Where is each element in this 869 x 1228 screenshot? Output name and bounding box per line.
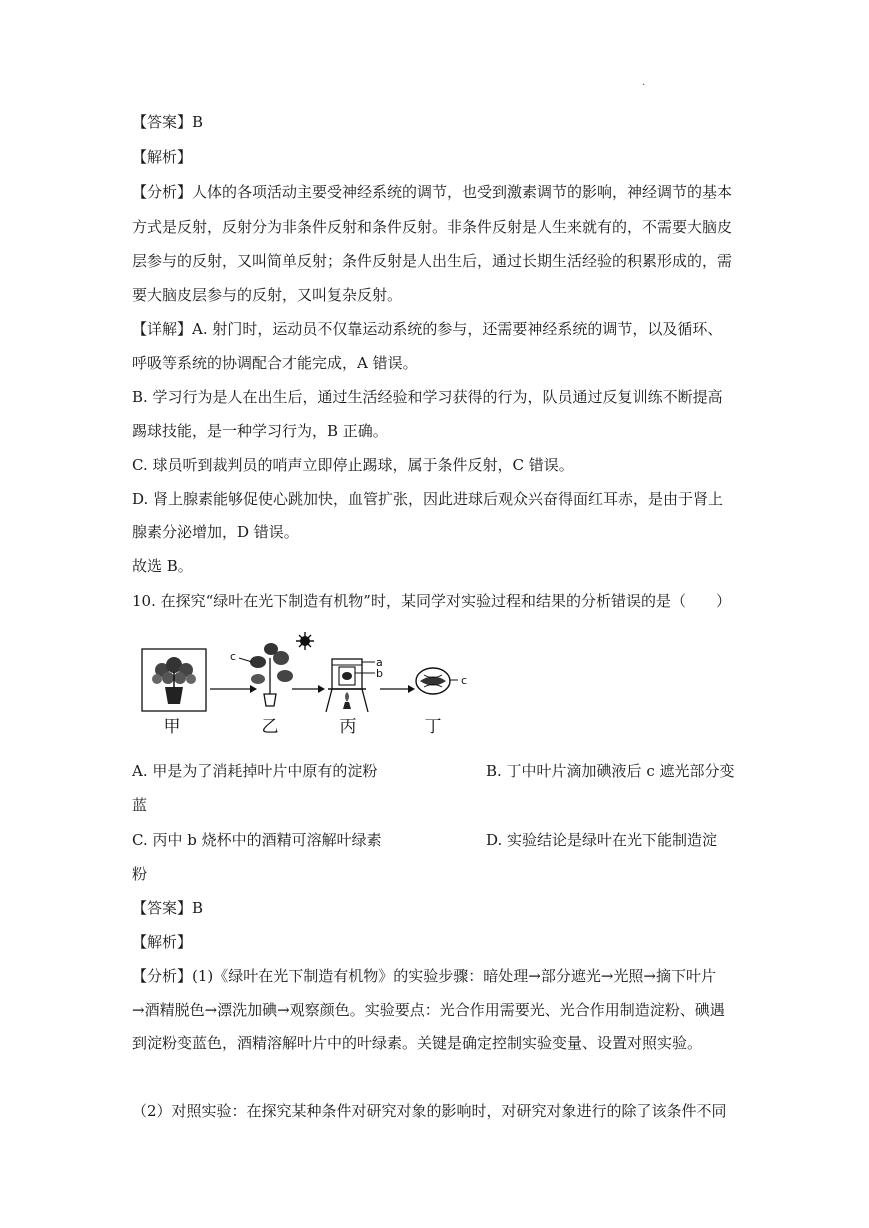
svg-text:b: b xyxy=(376,667,383,680)
text-line: 【详解】A. 射门时，运动员不仅靠运动系统的参与，还需要神经系统的调节，以及循环、 xyxy=(132,320,723,338)
page-dot: · xyxy=(642,80,646,91)
question-10: 10. 在探究“绿叶在光下制造有机物”时，某同学对实验过程和结果的分析错误的是（ ） xyxy=(132,592,731,610)
text-line: B. 学习行为是人在出生后，通过生活经验和学习获得的行为，队员通过反复训练不断提高 xyxy=(132,388,723,406)
water-bath-beaker-icon xyxy=(326,659,375,712)
sun-icon xyxy=(296,632,314,650)
svg-text:乙: 乙 xyxy=(261,717,279,737)
text-line: 故选 B。 xyxy=(132,557,193,575)
option-b: B. 丁中叶片滴加碘液后 c 遮光部分变 xyxy=(486,762,735,780)
analysis-label-1: 【解析】 xyxy=(132,148,193,166)
text-line: 方式是反射，反射分为非条件反射和条件反射。非条件反射是人生来就有的，不需要大脑皮 xyxy=(132,218,733,236)
analysis-label-2: 【解析】 xyxy=(132,933,193,951)
plant-in-box-icon xyxy=(142,649,206,711)
text-line: 层参与的反射，又叫简单反射；条件反射是人出生后，通过长期生活经验的积累形成的，需 xyxy=(132,252,733,270)
plant-with-covered-leaf-icon xyxy=(239,643,293,706)
text-line: 【分析】人体的各项活动主要受神经系统的调节，也受到激素调节的影响，神经调节的基本 xyxy=(132,183,733,201)
svg-text:a: a xyxy=(376,656,383,669)
text-line: 要大脑皮层参与的反射，又叫复杂反射。 xyxy=(132,286,403,304)
option-d: D. 实验结论是绿叶在光下能制造淀 xyxy=(486,831,718,849)
experiment-figure xyxy=(140,632,480,742)
text-line: 【分析】(1)《绿叶在光下制造有机物》的实验步骤：暗处理→部分遮光→光照→摘下叶片 xyxy=(132,967,716,985)
option-c: C. 丙中 b 烧杯中的酒精可溶解叶绿素 xyxy=(132,831,382,849)
text-line: （2）对照实验：在探究某种条件对研究对象的影响时，对研究对象进行的除了该条件不同 xyxy=(132,1102,727,1120)
svg-text:丙: 丙 xyxy=(339,717,357,737)
svg-text:甲: 甲 xyxy=(163,717,181,737)
answer-label-1: 【答案】B xyxy=(132,113,204,131)
svg-text:c: c xyxy=(461,674,468,687)
text-line: 到淀粉变蓝色，酒精溶解叶片中的叶绿素。关键是确定控制实验变量、设置对照实验。 xyxy=(132,1034,703,1052)
svg-text:丁: 丁 xyxy=(424,717,442,737)
text-line: 踢球技能，是一种学习行为，B 正确。 xyxy=(132,422,388,440)
text-line: C. 球员听到裁判员的哨声立即停止踢球，属于条件反射，C 错误。 xyxy=(132,456,574,474)
option-a: A. 甲是为了消耗掉叶片中原有的淀粉 xyxy=(132,762,378,780)
text-line: D. 肾上腺素能够促使心跳加快，血管扩张，因此进球后观众兴奋得面红耳赤，是由于肾上 xyxy=(132,490,724,508)
answer-label-2: 【答案】B xyxy=(132,899,204,917)
text-line: 呼吸等系统的协调配合才能完成，A 错误。 xyxy=(132,354,418,372)
option-d-wrap: 粉 xyxy=(132,865,148,883)
text-line: 腺素分泌增加，D 错误。 xyxy=(132,523,299,541)
text-line: →酒精脱色→漂洗加碘→观察颜色。实验要点：光合作用需要光、光合作用制造淀粉、碘遇 xyxy=(132,1001,725,1019)
svg-text:c: c xyxy=(230,650,237,663)
option-b-wrap: 蓝 xyxy=(132,796,148,814)
leaf-icon xyxy=(416,668,458,694)
